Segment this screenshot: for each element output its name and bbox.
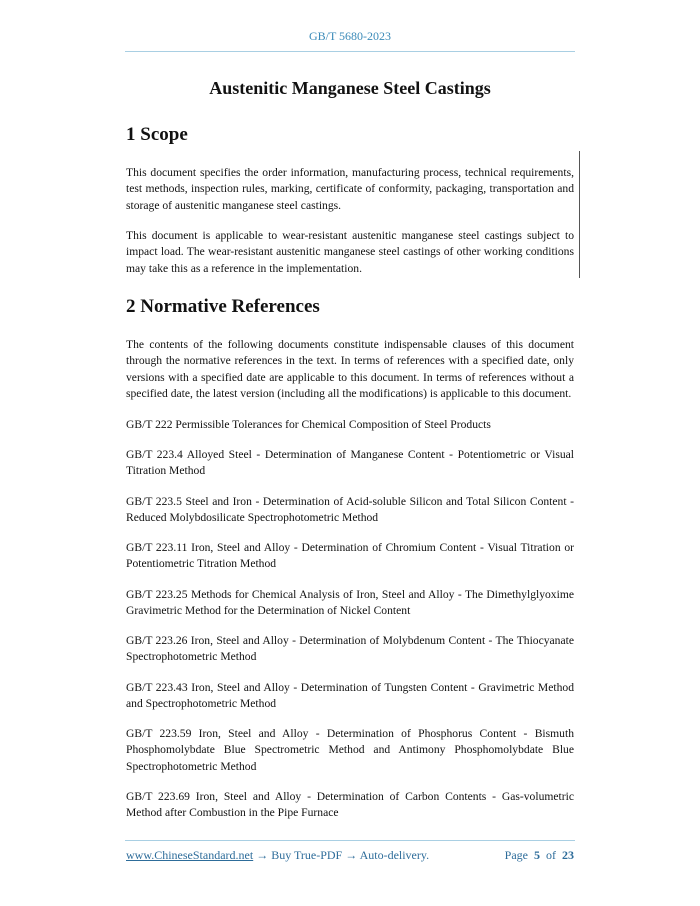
footer-promo <box>126 848 429 863</box>
header-rule <box>125 51 575 52</box>
total-pages: 23 <box>562 848 574 862</box>
scope-paragraph: This document is applicable to wear-resistant austenitic manganese steel castings subject to impact load. The wear-resistant austenitic manganese steel castings of other working conditions may take this as a reference in the implementation. <box>126 229 574 275</box>
reference-item: GB/T 223.11 Iron, Steel and Alloy - Determination of Chromium Content - Visual Titration or Potentiometric Titration Method <box>126 541 574 571</box>
document-title: Austenitic Manganese Steel Castings <box>209 78 491 98</box>
reference-item: GB/T 222 Permissible Tolerances for Chemical Composition of Steel Products <box>126 418 491 431</box>
reference-item: GB/T 223.59 Iron, Steel and Alloy - Determination of Phosphorus Content - Bismuth Phosphomolybdate Blue Spectrometric Method and Antimony Phosphomolybdate Blue Spectrophotometric Method <box>126 727 574 773</box>
scope-paragraph: This document specifies the order information, manufacturing process, technical requirements, test methods, inspection rules, marking, certificate of conformity, packaging, transportation and storage of austenitic manganese steel castings. <box>126 166 574 212</box>
reference-item: GB/T 223.25 Methods for Chemical Analysis of Iron, Steel and Alloy - The Dimethylglyoxime Gravimetric Method for the Determination of Nickel Content <box>126 588 574 618</box>
change-bar <box>579 151 580 278</box>
section-heading-normative-references: 2 Normative References <box>126 296 320 317</box>
references-intro-paragraph: The contents of the following documents constitute indispensable clauses of this document through the normative references in the text. In terms of references with a specified date, only versions with a specified date are applicable to this document. In terms of references without a specified date, the latest version (including all the modifications) is applicable to this document. <box>126 338 574 400</box>
footer-rule <box>125 840 575 841</box>
footer <box>126 848 574 863</box>
promo-text: → Buy True-PDF → Auto-delivery. <box>253 848 430 862</box>
section-heading-scope: 1 Scope <box>126 124 188 145</box>
page-label: Page <box>504 848 528 862</box>
reference-item: GB/T 223.4 Alloyed Steel - Determination of Manganese Content - Potentiometric or Visual Titration Method <box>126 448 574 478</box>
document-id-header: GB/T 5680-2023 <box>308 29 392 43</box>
reference-item: GB/T 223.26 Iron, Steel and Alloy - Determination of Molybdenum Content - The Thiocyanate Spectrophotometric Method <box>126 634 574 664</box>
reference-item: GB/T 223.5 Steel and Iron - Determination of Acid-soluble Silicon and Total Silicon Content - Reduced Molybdosilicate Spectrophotometric Method <box>126 495 574 525</box>
website-link[interactable]: www.ChineseStandard.net <box>126 848 254 862</box>
reference-item: GB/T 223.43 Iron, Steel and Alloy - Determination of Tungsten Content - Gravimetric Method and Spectrophotometric Method <box>126 681 574 711</box>
of-label: of <box>546 848 556 862</box>
page-indicator <box>505 848 574 863</box>
current-page: 5 <box>534 848 540 862</box>
reference-item: GB/T 223.69 Iron, Steel and Alloy - Determination of Carbon Contents - Gas-volumetric Method after Combustion in the Pipe Furnace <box>126 790 574 820</box>
